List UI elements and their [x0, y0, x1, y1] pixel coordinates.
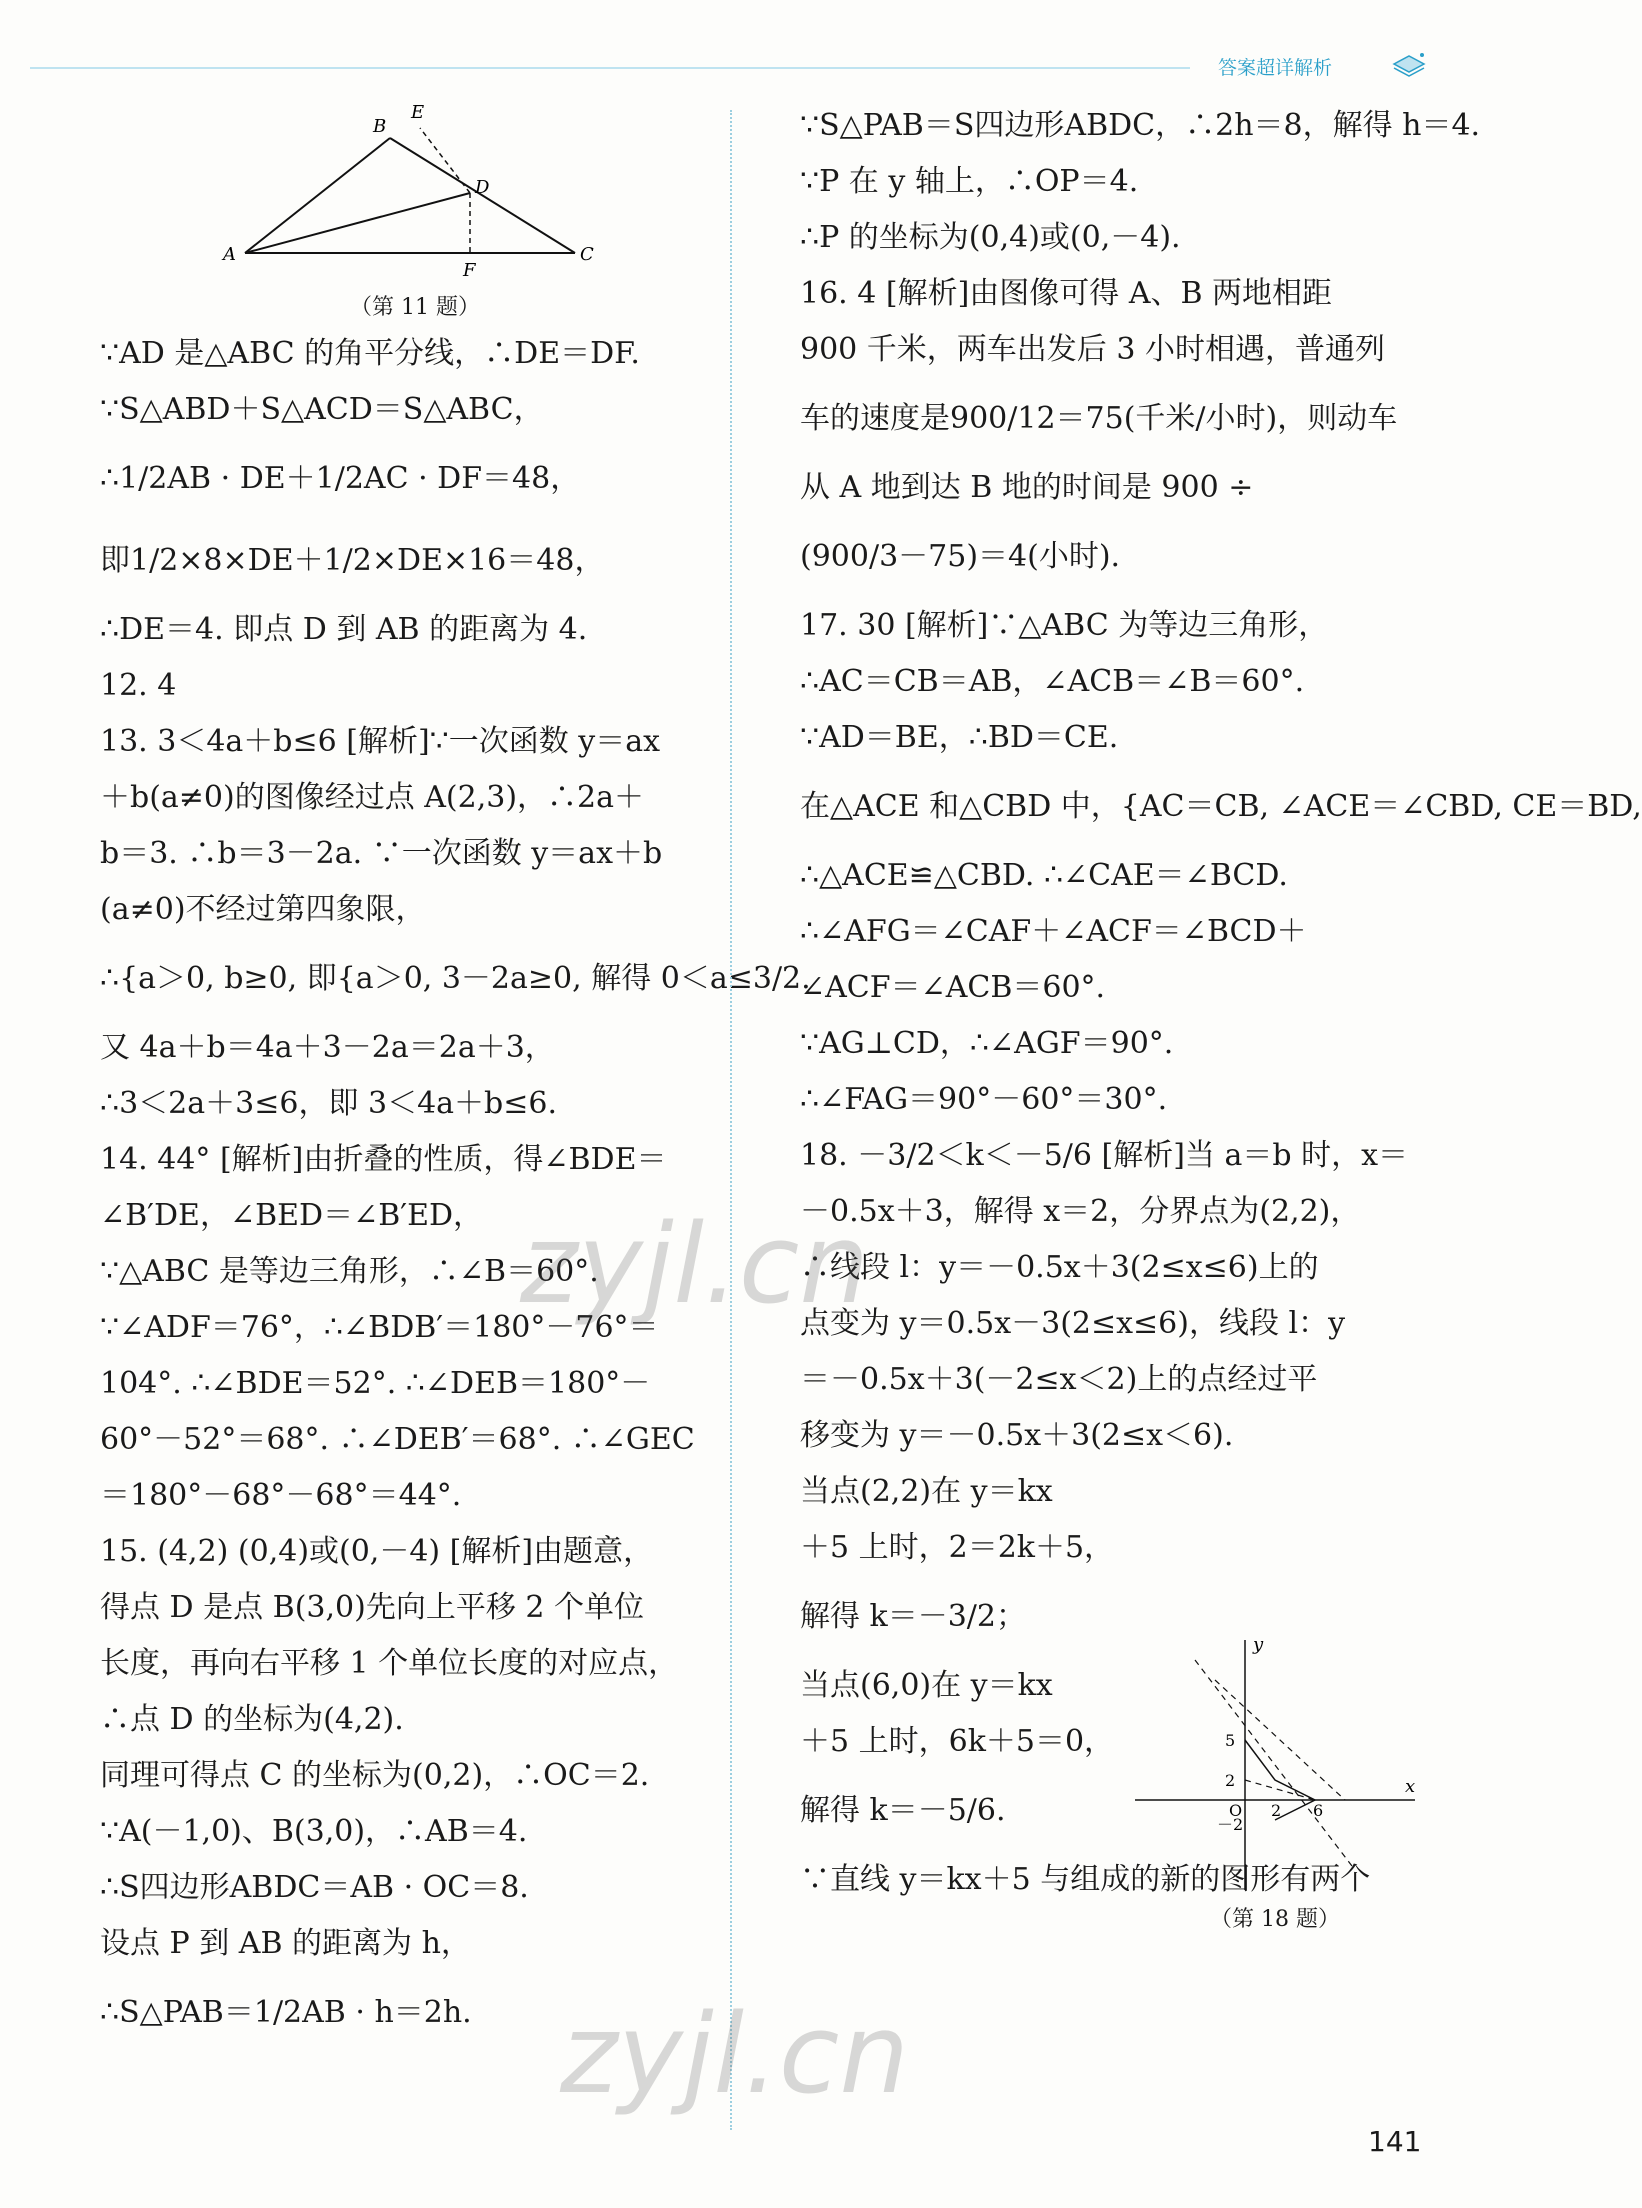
page-number: 141	[1368, 2125, 1422, 2158]
text-line: 车的速度是900/12＝75(千米/小时)，则动车	[800, 401, 1398, 436]
label-d: D	[475, 177, 490, 198]
text-line: 解得 k＝－3/2；	[800, 1599, 1026, 1634]
text-line: 移变为 y＝－0.5x＋3(2≤x＜6).	[800, 1418, 1234, 1453]
text-line: ＋5 上时，6k＋5＝0，	[800, 1724, 1115, 1759]
text-line: ＝－0.5x＋3(－2≤x＜2)上的点经过平	[800, 1362, 1318, 1397]
text-line: 即1/2×8×DE＋1/2×DE×16＝48，	[100, 543, 605, 578]
tick-6-label: 6	[1313, 1801, 1324, 1820]
label-e: E	[411, 102, 425, 123]
text-line: ∵A(－1,0)、B(3,0)，∴AB＝4.	[100, 1814, 528, 1849]
text-line: ∴点 D 的坐标为(4,2).	[100, 1702, 404, 1737]
column-divider	[730, 110, 732, 2130]
text-line: ∴∠AFG＝∠CAF＋∠ACF＝∠BCD＋	[800, 914, 1307, 949]
text-line: ∵直线 y＝kx＋5 与组成的新的图形有两个	[800, 1862, 1371, 1897]
axis-y-label: y	[1253, 1634, 1264, 1655]
text-line: ∵∠ADF＝76°，∴∠BDB′＝180°－76°＝	[100, 1310, 659, 1345]
text-line: ＝180°－68°－68°＝44°.	[100, 1478, 462, 1513]
text-line: －0.5x＋3，解得 x＝2，分界点为(2,2)，	[800, 1194, 1361, 1229]
origin-label: O	[1229, 1801, 1243, 1820]
text-line: ∴1/2AB · DE＋1/2AC · DF＝48，	[100, 461, 581, 496]
text-line: 16. 4 [解析]由图像可得 A、B 两地相距	[800, 276, 1333, 311]
text-line: 当点(6,0)在 y＝kx	[800, 1668, 1053, 1703]
text-line: ∵AD＝BE，∴BD＝CE.	[800, 720, 1119, 755]
text-line: ∴3＜2a＋3≤6，即 3＜4a＋b≤6.	[100, 1086, 558, 1121]
text-line: 解得 k＝－5/6.	[800, 1793, 1006, 1828]
text-line: 长度，再向右平移 1 个单位长度的对应点，	[100, 1646, 679, 1681]
tick-2y-label: 2	[1225, 1771, 1236, 1790]
figure-18-caption: （第 18 题）	[1210, 1907, 1340, 1932]
label-b: B	[373, 116, 387, 137]
text-line: 设点 P 到 AB 的距离为 h，	[100, 1926, 471, 1961]
text-line: 104°. ∴∠BDE＝52°. ∴∠DEB＝180°－	[100, 1366, 651, 1401]
text-line: 14. 44° [解析]由折叠的性质，得∠BDE＝	[100, 1142, 667, 1177]
text-line: ＋5 上时，2＝2k＋5，	[800, 1530, 1115, 1565]
text-line: b＝3. ∴b＝3－2a. ∵一次函数 y＝ax＋b	[100, 836, 663, 871]
text-line: ∴线段 l：y＝－0.5x＋3(2≤x≤6)上的	[800, 1250, 1319, 1285]
text-line: ∵S△PAB＝S四边形ABDC，∴2h＝8，解得 h＝4.	[800, 108, 1481, 143]
text-line: ∵AG⊥CD，∴∠AGF＝90°.	[800, 1026, 1174, 1061]
text-line: 900 千米，两车出发后 3 小时相遇，普通列	[800, 332, 1385, 367]
text-line: 17. 30 [解析]∵△ABC 为等边三角形，	[800, 608, 1329, 643]
text-line: 在△ACE 和△CBD 中，{AC＝CB, ∠ACE＝∠CBD, CE＝BD,	[800, 789, 1642, 824]
text-line: ∴AC＝CB＝AB，∠ACB＝∠B＝60°.	[800, 664, 1305, 699]
text-line: ∴△ACE≌△CBD. ∴∠CAE＝∠BCD.	[800, 858, 1288, 893]
text-line: ∵△ABC 是等边三角形，∴∠B＝60°.	[100, 1254, 599, 1289]
text-line: (a≠0)不经过第四象限，	[100, 892, 426, 927]
figure-18	[1125, 1620, 1425, 1900]
text-line: ∵P 在 y 轴上，∴OP＝4.	[800, 164, 1139, 199]
label-c: C	[580, 244, 594, 265]
axis-x-label: x	[1405, 1776, 1416, 1797]
left-column	[100, 326, 811, 2054]
label-f: F	[463, 260, 476, 281]
header-rule	[30, 67, 1190, 69]
text-line: 12. 4	[100, 668, 177, 703]
text-line: ∴DE＝4. 即点 D 到 AB 的距离为 4.	[100, 612, 588, 647]
text-line: ∠B′DE，∠BED＝∠B′ED，	[100, 1198, 484, 1233]
tick-5-label: 5	[1225, 1731, 1236, 1750]
text-line: 60°－52°＝68°. ∴∠DEB′＝68°. ∴∠GEC	[100, 1422, 695, 1457]
text-line: 点变为 y＝0.5x－3(2≤x≤6)，线段 l：y	[800, 1306, 1346, 1341]
text-line: 同理可得点 C 的坐标为(0,2)，∴OC＝2.	[100, 1758, 650, 1793]
watermark: zyjl.cn	[520, 1200, 870, 1328]
label-a: A	[223, 244, 236, 265]
figure-11-caption: （第 11 题）	[350, 295, 480, 320]
watermark: zyjl.cn	[560, 1990, 910, 2118]
text-line: 15. (4,2) (0,4)或(0,－4) [解析]由题意，	[100, 1534, 654, 1569]
book-stack-icon	[1392, 50, 1426, 76]
text-line: ∵AD 是△ABC 的角平分线，∴DE＝DF.	[100, 336, 640, 371]
text-line: ∵S△ABD＋S△ACD＝S△ABC，	[100, 392, 544, 427]
text-line: ∴P 的坐标为(0,4)或(0,－4).	[800, 220, 1181, 255]
text-line: ∴∠FAG＝90°－60°＝30°.	[800, 1082, 1168, 1117]
text-line: ∴{a＞0, b≥0, 即{a＞0, 3－2a≥0, 解得 0＜a≤3/2.	[100, 961, 811, 996]
text-line: 又 4a＋b＝4a＋3－2a＝2a＋3，	[100, 1030, 555, 1065]
figure-11	[215, 98, 594, 288]
text-line: 从 A 地到达 B 地的时间是 900 ÷	[800, 470, 1254, 505]
tick-2x-label: 2	[1271, 1801, 1282, 1820]
text-line: ＋b(a≠0)的图像经过点 A(2,3)，∴2a＋	[100, 780, 645, 815]
text-line: ∠ACF＝∠ACB＝60°.	[800, 970, 1106, 1005]
text-line: 13. 3＜4a＋b≤6 [解析]∵一次函数 y＝ax	[100, 724, 661, 759]
text-line: (900/3－75)＝4(小时).	[800, 539, 1121, 574]
text-line: 当点(2,2)在 y＝kx	[800, 1474, 1053, 1509]
text-line: ∴S四边形ABDC＝AB · OC＝8.	[100, 1870, 529, 1905]
text-line: 18. －3/2＜k＜－5/6 [解析]当 a＝b 时，x＝	[800, 1138, 1409, 1173]
header-label: 答案超详解析	[1218, 57, 1333, 79]
text-line: ∴S△PAB＝1/2AB · h＝2h.	[100, 1995, 472, 2030]
tick-neg2-label: －2	[1217, 1815, 1244, 1834]
text-line: 得点 D 是点 B(3,0)先向上平移 2 个单位	[100, 1590, 644, 1625]
